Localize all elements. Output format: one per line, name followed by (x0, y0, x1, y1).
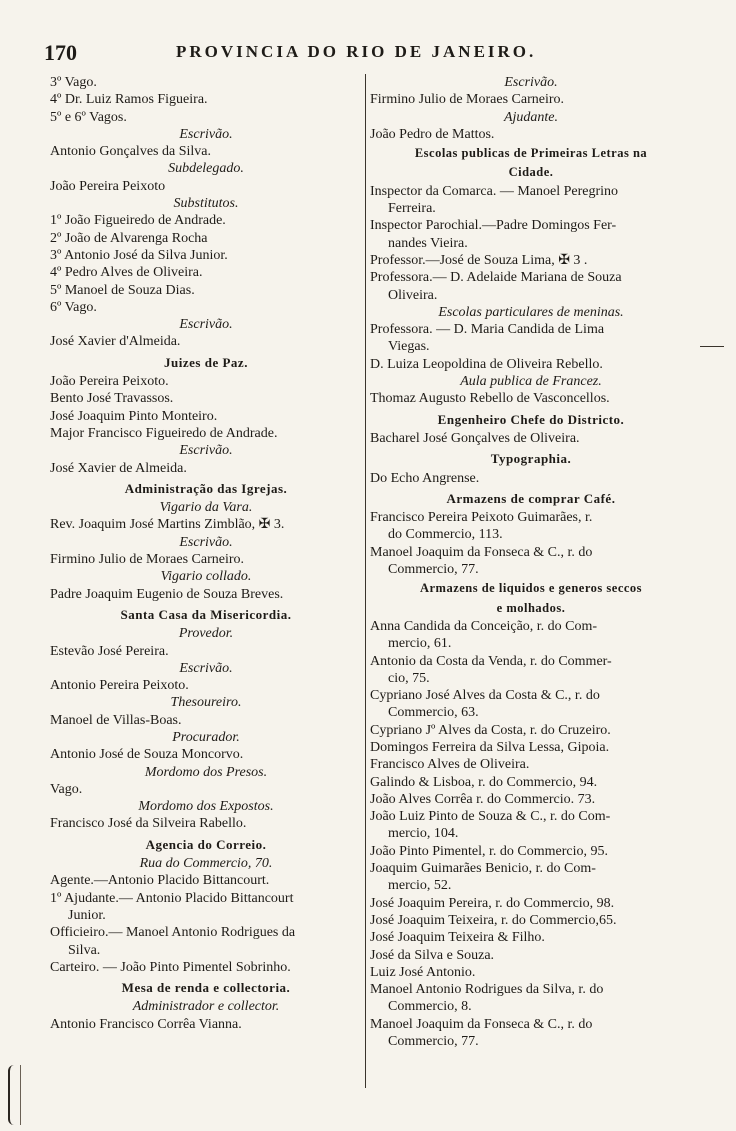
office-title: Substitutos. (173, 196, 239, 212)
entry-line: Manoel de Villas-Boas. (50, 712, 182, 728)
entry-line: 3º Antonio José da Silva Junior. (50, 247, 228, 263)
entry-continuation: cio, 75. (388, 670, 430, 686)
entry-line: Officieiro.— Manoel Antonio Rodrigues da (50, 925, 296, 941)
entry-line: Antonio José de Souza Moncorvo. (50, 747, 244, 763)
entry-line: João Pinto Pimentel, r. do Commercio, 95. (370, 843, 608, 859)
entry-line: Firmino Julio de Moraes Carneiro. (50, 552, 245, 568)
entry-continuation: mercio, 104. (388, 826, 459, 842)
section-heading: e molhados. (496, 600, 566, 615)
entry-line: 4º Pedro Alves de Oliveira. (50, 265, 203, 281)
entry-continuation: do Commercio, 113. (388, 527, 503, 543)
entry-continuation: Commercio, 8. (388, 999, 472, 1015)
entry-continuation: Commercio, 77. (388, 562, 479, 578)
entry-line: Bacharel José Gonçalves de Oliveira. (370, 430, 580, 446)
entry-line: José Xavier de Almeida. (50, 460, 187, 476)
office-title: Escrivão. (179, 660, 233, 676)
section-heading: Mesa de renda e collectoria. (121, 980, 291, 996)
office-title: Mordomo dos Expostos. (138, 799, 274, 815)
section-heading: Escolas publicas de Primeiras Letras na (414, 146, 648, 161)
section-heading: Juizes de Paz. (164, 354, 248, 370)
entry-line: Estevão José Pereira. (50, 643, 169, 659)
entry-line: João Pedro de Mattos. (370, 126, 495, 142)
entry-line: Inspector Parochial.—Padre Domingos Fer- (370, 218, 617, 234)
running-title: PROVINCIA DO RIO DE JANEIRO. (176, 42, 537, 61)
entry-line: Bento José Travassos. (50, 391, 174, 407)
office-title: Escrivão. (504, 75, 558, 90)
entry-line: Cypriano José Alves da Costa & C., r. do (370, 688, 600, 704)
entry-line: João Pereira Peixoto. (50, 374, 169, 390)
entry-line: Vago. (50, 781, 83, 797)
entry-continuation: Commercio, 63. (388, 705, 479, 721)
section-heading: Typographia. (490, 451, 572, 467)
entry-line: João Luiz Pinto de Souza & C., r. do Com- (370, 809, 611, 825)
entry-line: José Joaquim Teixeira, r. do Commercio,65. (370, 912, 617, 928)
entry-line: Inspector da Comarca. — Manoel Peregrino (370, 183, 619, 199)
office-title: Procurador. (172, 729, 240, 745)
entry-line: José Joaquim Pinto Monteiro. (50, 408, 218, 424)
office-title: Escolas particulares de meninas. (438, 304, 624, 320)
entry-line: Professor.—José de Souza Lima, ✠ 3 . (370, 252, 588, 268)
office-title: Ajudante. (503, 109, 559, 125)
office-title: Thesoureiro. (170, 695, 242, 711)
entry-line: Francisco José da Silveira Rabello. (50, 816, 247, 832)
entry-continuation: Viegas. (388, 339, 430, 355)
office-title: Subdelegado. (168, 161, 244, 177)
entry-line: Manoel Joaquim da Fonseca & C., r. do (370, 1016, 593, 1032)
entry-line: Major Francisco Figueiredo de Andrade. (50, 425, 278, 441)
entry-line: Antonio Gonçalves da Silva. (50, 144, 211, 160)
office-title: Escrivão. (179, 443, 233, 459)
entry-continuation: Ferreira. (388, 201, 436, 217)
entry-line: João Alves Corrêa r. do Commercio. 73. (370, 791, 596, 807)
entry-line: 4º Dr. Luiz Ramos Figueira. (50, 92, 208, 108)
entry-line: Anna Candida da Conceição, r. do Com- (370, 618, 598, 634)
entry-line: José Joaquim Teixeira & Filho. (370, 930, 545, 946)
section-heading: Administração das Igrejas. (124, 480, 288, 496)
entry-line: Luiz José Antonio. (370, 964, 476, 980)
entry-line: Padre Joaquim Eugenio de Souza Breves. (50, 586, 284, 602)
entry-line: Carteiro. — João Pinto Pimentel Sobrinho. (50, 959, 291, 975)
entry-line: 2º João de Alvarenga Rocha (50, 230, 208, 246)
entry-line: Manoel Joaquim da Fonseca & C., r. do (370, 544, 593, 560)
office-title: Provedor. (178, 626, 234, 642)
entry-continuation: mercio, 61. (388, 636, 452, 652)
entry-line: Thomaz Augusto Rebello de Vasconcellos. (370, 391, 610, 407)
office-title: Administrador e collector. (132, 999, 280, 1015)
entry-line: Joaquim Guimarães Benicio, r. do Com- (370, 861, 596, 877)
entry-line: Do Echo Angrense. (370, 470, 480, 486)
office-title: Escrivão. (179, 317, 233, 333)
entry-line: Rev. Joaquim José Martins Zimblão, ✠ 3. (50, 517, 285, 533)
section-heading: Cidade. (508, 165, 554, 180)
entry-line: Manoel Antonio Rodrigues da Silva, r. do (370, 982, 604, 998)
section-heading: Agencia do Correio. (145, 836, 267, 852)
entry-line: Antonio Francisco Corrêa Vianna. (50, 1016, 242, 1032)
entry-line: 6º Vago. (50, 299, 97, 315)
entry-continuation: Commercio, 77. (388, 1034, 479, 1050)
entry-continuation: Silva. (68, 942, 101, 958)
entry-line: Professora. — D. Maria Candida de Lima (370, 322, 605, 338)
margin-mark (700, 346, 724, 347)
entry-line: D. Luiza Leopoldina de Oliveira Rebello. (370, 356, 603, 372)
office-title: Aula publica de Francez. (460, 374, 602, 390)
entry-line: Cypriano Jº Alves da Costa, r. do Cruzeiro. (370, 722, 611, 738)
office-title: Escrivão. (179, 534, 233, 550)
entry-line: José Joaquim Pereira, r. do Commercio, 98. (370, 895, 615, 911)
left-column (50, 74, 362, 1033)
office-title: Mordomo dos Presos. (144, 764, 268, 780)
entry-line: Agente.—Antonio Placido Bittancourt. (50, 873, 270, 889)
binding-mark (8, 1065, 21, 1125)
section-heading: Engenheiro Chefe do Districto. (437, 411, 625, 427)
entry-line: José Xavier d'Almeida. (50, 334, 181, 350)
entry-line: 1º Ajudante.— Antonio Placido Bittancourt (50, 890, 294, 906)
entry-continuation: mercio, 52. (388, 878, 452, 894)
entry-line: Antonio da Costa da Venda, r. do Commer- (370, 653, 612, 669)
section-heading: Santa Casa da Misericordia. (120, 606, 292, 622)
entry-line: Antonio Pereira Peixoto. (50, 678, 189, 694)
column-divider (365, 74, 366, 1088)
entry-line: 1º João Figueiredo de Andrade. (50, 213, 226, 229)
office-title: Vigario da Vara. (159, 500, 253, 516)
entry-continuation: Oliveira. (388, 287, 438, 303)
entry-line: João Pereira Peixoto (50, 178, 166, 194)
entry-line: José da Silva e Souza. (370, 947, 495, 963)
entry-line: Domingos Ferreira da Silva Lessa, Gipoia. (370, 739, 610, 755)
office-title: Escrivão. (179, 126, 233, 142)
entry-line: 3º Vago. (50, 75, 97, 90)
office-title: Rua do Commercio, 70. (139, 856, 273, 872)
page-number: 170 (44, 40, 77, 65)
entry-line: Francisco Pereira Peixoto Guimarães, r. (370, 510, 593, 526)
section-heading: Armazens de liquidos e generos seccos (419, 581, 643, 596)
section-heading: Armazens de comprar Café. (446, 490, 616, 506)
entry-line: Firmino Julio de Moraes Carneiro. (370, 92, 565, 108)
entry-continuation: nandes Vieira. (388, 235, 468, 251)
entry-line: 5º Manoel de Souza Dias. (50, 282, 195, 298)
entry-line: Galindo & Lisboa, r. do Commercio, 94. (370, 774, 598, 790)
entry-line: Francisco Alves de Oliveira. (370, 757, 530, 773)
entry-line: 5º e 6º Vagos. (50, 109, 127, 125)
entry-continuation: Junior. (68, 907, 106, 923)
right-column (370, 74, 692, 1050)
entry-line: Professora.— D. Adelaide Mariana de Souza (370, 270, 622, 286)
office-title: Vigario collado. (160, 569, 252, 585)
